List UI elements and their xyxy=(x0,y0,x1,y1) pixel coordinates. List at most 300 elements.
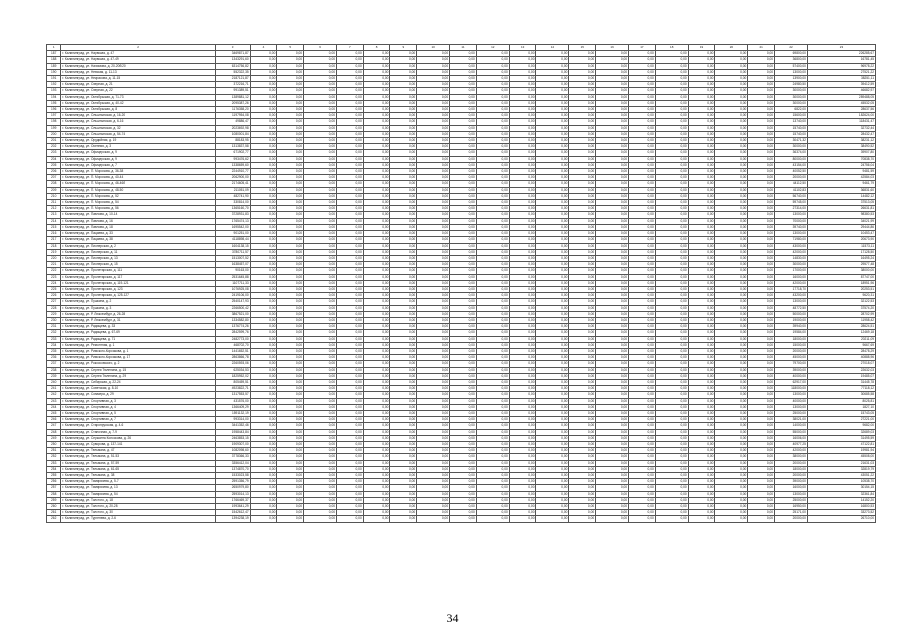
value-cell: 0,00 xyxy=(476,404,509,410)
value-cell: 0,00 xyxy=(629,497,656,503)
value-cell: 1542612,47 xyxy=(215,510,250,516)
value-cell: 0,00 xyxy=(337,442,364,448)
value-cell: 0,00 xyxy=(337,63,364,69)
value-cell: 0,00 xyxy=(417,317,450,323)
value-cell: 0,00 xyxy=(536,76,569,82)
value-cell: 0,00 xyxy=(363,249,390,255)
value-cell: 0,00 xyxy=(304,262,337,268)
value-cell: 0,00 xyxy=(250,504,277,510)
value-cell: 0,00 xyxy=(629,311,656,317)
value-cell: 0,00 xyxy=(417,417,450,423)
value-cell: 80000,00 xyxy=(775,156,808,162)
value-cell: 0,00 xyxy=(536,169,569,175)
value-cell: 0,00 xyxy=(536,200,569,206)
value-cell: 0,00 xyxy=(688,150,715,156)
value-cell: 0,00 xyxy=(250,88,277,94)
value-cell: 0,00 xyxy=(417,138,450,144)
value-cell: 0,00 xyxy=(363,348,390,354)
value-cell: 2244910,77 xyxy=(215,169,250,175)
value-cell: 0,00 xyxy=(655,262,688,268)
address-cell: г. Калининград, ул. Пацаева, д. 33 xyxy=(61,231,215,237)
value-cell: 0,00 xyxy=(417,367,450,373)
value-cell: 0,00 xyxy=(596,342,629,348)
value-cell: 0,00 xyxy=(596,299,629,305)
value-cell: 43051,22 xyxy=(807,473,875,479)
value-cell: 0,00 xyxy=(748,280,775,286)
address-cell: г. Калининград, ул. Павлова, д. 16 xyxy=(61,218,215,224)
value-cell: 0,00 xyxy=(715,138,748,144)
value-cell: 0,00 xyxy=(417,379,450,385)
value-cell: 0,00 xyxy=(250,218,277,224)
value-cell: 0,00 xyxy=(337,206,364,212)
value-cell: 0,00 xyxy=(363,187,390,193)
value-cell: 16495,24 xyxy=(807,255,875,261)
value-cell: 0,00 xyxy=(390,237,417,243)
value-cell: 0,00 xyxy=(688,286,715,292)
value-cell: 9481,59 xyxy=(807,169,875,175)
value-cell: 20000,00 xyxy=(775,348,808,354)
value-cell: 0,00 xyxy=(655,286,688,292)
value-cell: 0,00 xyxy=(304,479,337,485)
value-cell: 59745,00 xyxy=(775,200,808,206)
value-cell: 0,00 xyxy=(655,497,688,503)
value-cell: 0,00 xyxy=(390,367,417,373)
value-cell: 0,00 xyxy=(476,88,509,94)
value-cell: 0,00 xyxy=(363,255,390,261)
value-cell: 0,00 xyxy=(536,262,569,268)
value-cell: 0,00 xyxy=(250,379,277,385)
value-cell: 0,00 xyxy=(688,466,715,472)
column-number: 3 xyxy=(215,45,250,51)
value-cell: 13000,00 xyxy=(775,491,808,497)
value-cell: 0,00 xyxy=(250,473,277,479)
value-cell: 0,00 xyxy=(509,299,536,305)
value-cell: 39000,00 xyxy=(775,479,808,485)
row-number: 240 xyxy=(47,379,61,385)
value-cell: 0,00 xyxy=(715,212,748,218)
value-cell: 0,00 xyxy=(363,491,390,497)
value-cell: 0,00 xyxy=(536,311,569,317)
value-cell: 0,00 xyxy=(390,510,417,516)
value-cell: 0,00 xyxy=(337,57,364,63)
value-cell: 0,00 xyxy=(390,57,417,63)
value-cell: 0,00 xyxy=(250,175,277,181)
value-cell: 3469871,87 xyxy=(215,51,250,57)
value-cell: 0,00 xyxy=(509,473,536,479)
value-cell: 38021,00 xyxy=(775,417,808,423)
value-cell: 0,00 xyxy=(390,404,417,410)
value-cell: 0,00 xyxy=(390,410,417,416)
value-cell: 0,00 xyxy=(476,119,509,125)
value-cell: 0,00 xyxy=(450,460,477,466)
value-cell: 0,00 xyxy=(748,373,775,379)
value-cell: 0,00 xyxy=(748,504,775,510)
value-cell: 0,00 xyxy=(688,473,715,479)
value-cell: 0,00 xyxy=(596,398,629,404)
value-cell: 38000,00 xyxy=(775,454,808,460)
value-cell: 0,00 xyxy=(509,497,536,503)
value-cell: 0,00 xyxy=(390,88,417,94)
value-cell: 993476,62 xyxy=(215,156,250,162)
value-cell: 0,00 xyxy=(688,392,715,398)
value-cell: 0,00 xyxy=(476,156,509,162)
value-cell: 25000,00 xyxy=(775,497,808,503)
value-cell: 0,00 xyxy=(536,94,569,100)
value-cell: 0,00 xyxy=(277,206,304,212)
value-cell: 0,00 xyxy=(476,305,509,311)
value-cell: 24980,50 xyxy=(775,82,808,88)
value-cell: 0,00 xyxy=(688,379,715,385)
value-cell: 0,00 xyxy=(277,249,304,255)
value-cell: 0,00 xyxy=(450,224,477,230)
value-cell: 0,00 xyxy=(450,311,477,317)
value-cell: 0,00 xyxy=(476,379,509,385)
value-cell: 0,00 xyxy=(417,497,450,503)
value-cell: 0,00 xyxy=(417,144,450,150)
value-cell: 0,00 xyxy=(688,274,715,280)
address-cell: г. Калининград, ул. П. Морозова, д. 46-46б xyxy=(61,181,215,187)
value-cell: 0,00 xyxy=(450,200,477,206)
value-cell: 0,00 xyxy=(569,175,596,181)
value-cell: 0,00 xyxy=(363,100,390,106)
value-cell: 0,00 xyxy=(748,51,775,57)
value-cell: 0,00 xyxy=(715,57,748,63)
address-cell: г. Калининград, ул. Тимирязева, д. 54 xyxy=(61,491,215,497)
value-cell: 0,00 xyxy=(304,286,337,292)
value-cell: 0,00 xyxy=(748,317,775,323)
value-cell: 0,00 xyxy=(569,82,596,88)
value-cell: 0,00 xyxy=(417,262,450,268)
value-cell: 0,00 xyxy=(476,516,509,522)
value-cell: 0,00 xyxy=(417,206,450,212)
value-cell: 0,00 xyxy=(337,348,364,354)
value-cell: 40888,96 xyxy=(807,355,875,361)
value-cell: 0,00 xyxy=(715,305,748,311)
value-cell: 0,00 xyxy=(509,367,536,373)
value-cell: 0,00 xyxy=(748,162,775,168)
value-cell: 13900,00 xyxy=(775,76,808,82)
value-cell: 0,00 xyxy=(509,373,536,379)
value-cell: 0,00 xyxy=(417,460,450,466)
value-cell: 0,00 xyxy=(390,218,417,224)
value-cell: 3441352,46 xyxy=(215,423,250,429)
value-cell: 0,00 xyxy=(688,212,715,218)
row-number: 246 xyxy=(47,417,61,423)
value-cell: 0,00 xyxy=(629,348,656,354)
value-cell: 0,00 xyxy=(476,373,509,379)
value-cell: 0,00 xyxy=(569,299,596,305)
value-cell: 0,00 xyxy=(390,175,417,181)
value-cell: 0,00 xyxy=(655,138,688,144)
value-cell: 0,00 xyxy=(250,193,277,199)
value-cell: 0,00 xyxy=(569,125,596,131)
value-cell: 0,00 xyxy=(509,138,536,144)
row-number: 244 xyxy=(47,404,61,410)
value-cell: 2863866,78 xyxy=(215,355,250,361)
value-cell: 0,00 xyxy=(417,119,450,125)
row-number: 235 xyxy=(47,348,61,354)
value-cell: 0,00 xyxy=(417,57,450,63)
value-cell: 0,00 xyxy=(363,144,390,150)
address-cell: г. Калининград, ул. Спортивная, д. 3 xyxy=(61,398,215,404)
value-cell: 18000,00 xyxy=(775,466,808,472)
value-cell: 0,00 xyxy=(655,361,688,367)
value-cell: 0,00 xyxy=(337,187,364,193)
address-cell: г. Калининград, ул. Осенняя, д. 3 xyxy=(61,144,215,150)
value-cell: 0,00 xyxy=(748,348,775,354)
value-cell: 0,00 xyxy=(748,454,775,460)
value-cell: 0,00 xyxy=(629,231,656,237)
value-cell: 0,00 xyxy=(536,119,569,125)
value-cell: 1993641,29 xyxy=(215,504,250,510)
value-cell: 1076925,08 xyxy=(215,286,250,292)
value-cell: 38490,52 xyxy=(807,144,875,150)
value-cell: 28637,56 xyxy=(807,107,875,113)
value-cell: 0,00 xyxy=(569,249,596,255)
value-cell: 0,00 xyxy=(629,392,656,398)
value-cell: 70000,00 xyxy=(775,218,808,224)
value-cell: 0,00 xyxy=(476,107,509,113)
value-cell: 0,00 xyxy=(390,454,417,460)
value-cell: 0,00 xyxy=(337,107,364,113)
value-cell: 0,00 xyxy=(569,417,596,423)
row-number: 210 xyxy=(47,193,61,199)
value-cell: 0,00 xyxy=(715,491,748,497)
value-cell: 0,00 xyxy=(655,336,688,342)
value-cell: 0,00 xyxy=(629,429,656,435)
value-cell: 0,00 xyxy=(476,100,509,106)
value-cell: 0,00 xyxy=(390,268,417,274)
value-cell: 0,00 xyxy=(748,392,775,398)
row-number: 225 xyxy=(47,286,61,292)
value-cell: 0,00 xyxy=(417,286,450,292)
value-cell: 0,00 xyxy=(390,212,417,218)
value-cell: 0,00 xyxy=(629,410,656,416)
value-cell: 0,00 xyxy=(363,410,390,416)
value-cell: 0,00 xyxy=(569,231,596,237)
value-cell: 0,00 xyxy=(629,82,656,88)
value-cell: 0,00 xyxy=(337,448,364,454)
value-cell: 0,00 xyxy=(596,355,629,361)
value-cell: 0,00 xyxy=(596,367,629,373)
value-cell: 0,00 xyxy=(688,299,715,305)
value-cell: 0,00 xyxy=(569,94,596,100)
value-cell: 11573,11 xyxy=(807,243,875,249)
value-cell: 0,00 xyxy=(688,206,715,212)
value-cell: 0,00 xyxy=(337,144,364,150)
value-cell: 0,00 xyxy=(715,386,748,392)
value-cell: 0,00 xyxy=(688,516,715,522)
value-cell: 0,00 xyxy=(337,404,364,410)
column-number: 4 xyxy=(250,45,277,51)
value-cell: 0,00 xyxy=(337,373,364,379)
value-cell: 0,00 xyxy=(337,367,364,373)
value-cell: 0,00 xyxy=(304,237,337,243)
value-cell: 0,00 xyxy=(476,336,509,342)
value-cell: 0,00 xyxy=(536,113,569,119)
value-cell: 0,00 xyxy=(655,63,688,69)
value-cell: 0,00 xyxy=(337,125,364,131)
value-cell: 0,00 xyxy=(250,367,277,373)
value-cell: 0,00 xyxy=(277,311,304,317)
value-cell: 0,00 xyxy=(250,224,277,230)
value-cell: 1389881,12 xyxy=(215,94,250,100)
row-number: 215 xyxy=(47,224,61,230)
value-cell: 0,00 xyxy=(655,305,688,311)
value-cell: 0,00 xyxy=(509,460,536,466)
value-cell: 0,00 xyxy=(304,417,337,423)
value-cell: 0,00 xyxy=(688,361,715,367)
value-cell: 0,00 xyxy=(390,150,417,156)
value-cell: 39907,80 xyxy=(807,150,875,156)
value-cell: 0,00 xyxy=(715,336,748,342)
value-cell: 0,00 xyxy=(337,355,364,361)
value-cell: 0,00 xyxy=(629,491,656,497)
value-cell: 0,00 xyxy=(417,243,450,249)
value-cell: 20000,00 xyxy=(775,460,808,466)
value-cell: 0,00 xyxy=(569,243,596,249)
column-number: 18 xyxy=(655,45,688,51)
value-cell: 0,00 xyxy=(688,51,715,57)
value-cell: 0,00 xyxy=(655,386,688,392)
value-cell: 0,00 xyxy=(337,119,364,125)
value-cell: 0,00 xyxy=(250,237,277,243)
value-cell: 0,00 xyxy=(417,466,450,472)
row-number: 203 xyxy=(47,150,61,156)
value-cell: 0,00 xyxy=(688,156,715,162)
value-cell: 88183,95 xyxy=(215,138,250,144)
value-cell: 0,00 xyxy=(509,69,536,75)
value-cell: 0,00 xyxy=(417,404,450,410)
value-cell: 0,00 xyxy=(476,348,509,354)
value-cell: 0,00 xyxy=(390,94,417,100)
value-cell: 0,00 xyxy=(277,355,304,361)
value-cell: 45532,05 xyxy=(807,100,875,106)
value-cell: 0,00 xyxy=(250,162,277,168)
address-cell: г. Калининград, ул. Нарвская, д. 47-49 xyxy=(61,57,215,63)
value-cell: 0,00 xyxy=(417,88,450,94)
value-cell: 0,00 xyxy=(596,156,629,162)
value-cell: 43200,00 xyxy=(775,293,808,299)
value-cell: 0,00 xyxy=(363,193,390,199)
value-cell: 0,00 xyxy=(509,504,536,510)
value-cell: 0,00 xyxy=(476,150,509,156)
value-cell: 0,00 xyxy=(748,330,775,336)
value-cell: 0,00 xyxy=(337,510,364,516)
value-cell: 0,00 xyxy=(655,255,688,261)
value-cell: 2593014,13 xyxy=(215,491,250,497)
value-cell: 0,00 xyxy=(476,417,509,423)
value-cell: 0,00 xyxy=(304,348,337,354)
value-cell: 0,00 xyxy=(277,448,304,454)
column-number: 13 xyxy=(509,45,536,51)
value-cell: 0,00 xyxy=(715,429,748,435)
value-cell: 0,00 xyxy=(277,423,304,429)
value-cell: 0,00 xyxy=(509,88,536,94)
value-cell: 0,00 xyxy=(536,485,569,491)
value-cell: 1082098,60 xyxy=(215,448,250,454)
row-number: 253 xyxy=(47,460,61,466)
value-cell: 0,00 xyxy=(509,348,536,354)
row-number: 242 xyxy=(47,392,61,398)
value-cell: 0,00 xyxy=(277,454,304,460)
value-cell: 0,00 xyxy=(304,156,337,162)
value-cell: 13000,00 xyxy=(775,404,808,410)
value-cell: 0,00 xyxy=(476,57,509,63)
value-cell: 42584,03 xyxy=(807,175,875,181)
value-cell: 0,00 xyxy=(277,516,304,522)
value-cell: 0,00 xyxy=(304,497,337,503)
value-cell: 0,00 xyxy=(655,243,688,249)
value-cell: 0,00 xyxy=(629,330,656,336)
value-cell: 0,00 xyxy=(363,373,390,379)
value-cell: 0,00 xyxy=(277,193,304,199)
value-cell: 0,00 xyxy=(304,82,337,88)
column-number: 19 xyxy=(688,45,715,51)
value-cell: 0,00 xyxy=(337,311,364,317)
value-cell: 0,00 xyxy=(450,107,477,113)
address-cell: г. Калининград, ул. П. Морозова, д. 36-38 xyxy=(61,169,215,175)
value-cell: 0,00 xyxy=(688,107,715,113)
value-cell: 0,00 xyxy=(715,448,748,454)
value-cell: 0,00 xyxy=(655,293,688,299)
value-cell: 0,00 xyxy=(363,169,390,175)
value-cell: 0,00 xyxy=(748,125,775,131)
value-cell: 0,00 xyxy=(748,63,775,69)
value-cell: 0,00 xyxy=(596,361,629,367)
value-cell: 3356412,04 xyxy=(215,460,250,466)
value-cell: 0,00 xyxy=(715,473,748,479)
value-cell: 0,00 xyxy=(748,200,775,206)
value-cell: 0,00 xyxy=(363,417,390,423)
value-cell: 0,00 xyxy=(417,51,450,57)
value-cell: 0,00 xyxy=(390,224,417,230)
value-cell: 0,00 xyxy=(596,231,629,237)
value-cell: 0,00 xyxy=(363,485,390,491)
value-cell: 0,00 xyxy=(509,274,536,280)
value-cell: 993314,00 xyxy=(215,417,250,423)
value-cell: 0,00 xyxy=(250,63,277,69)
value-cell: 0,00 xyxy=(748,100,775,106)
row-number: 234 xyxy=(47,342,61,348)
row-number: 197 xyxy=(47,113,61,119)
value-cell: 0,00 xyxy=(569,107,596,113)
row-number: 252 xyxy=(47,454,61,460)
value-cell: 16800,53 xyxy=(807,504,875,510)
address-cell: г. Калининград, ул. Суворова, д. 137-141 xyxy=(61,442,215,448)
value-cell: 0,00 xyxy=(363,510,390,516)
value-cell: 0,00 xyxy=(629,169,656,175)
value-cell: 0,00 xyxy=(363,200,390,206)
value-cell: 0,00 xyxy=(509,398,536,404)
value-cell: 0,00 xyxy=(715,262,748,268)
value-cell: 0,00 xyxy=(655,113,688,119)
value-cell: 0,00 xyxy=(536,510,569,516)
row-number: 188 xyxy=(47,57,61,63)
value-cell: 0,00 xyxy=(688,63,715,69)
value-cell: 0,00 xyxy=(277,466,304,472)
value-cell: 0,00 xyxy=(596,454,629,460)
value-cell: 0,00 xyxy=(509,516,536,522)
value-cell: 0,00 xyxy=(596,82,629,88)
address-cell: г. Калининград, ул. Озерная, д. 22 xyxy=(61,88,215,94)
value-cell: 0,00 xyxy=(655,510,688,516)
value-cell: 0,00 xyxy=(596,336,629,342)
value-cell: 0,00 xyxy=(390,76,417,82)
value-cell: 182624,00 xyxy=(807,113,875,119)
value-cell: 0,00 xyxy=(450,454,477,460)
value-cell: 0,00 xyxy=(715,442,748,448)
